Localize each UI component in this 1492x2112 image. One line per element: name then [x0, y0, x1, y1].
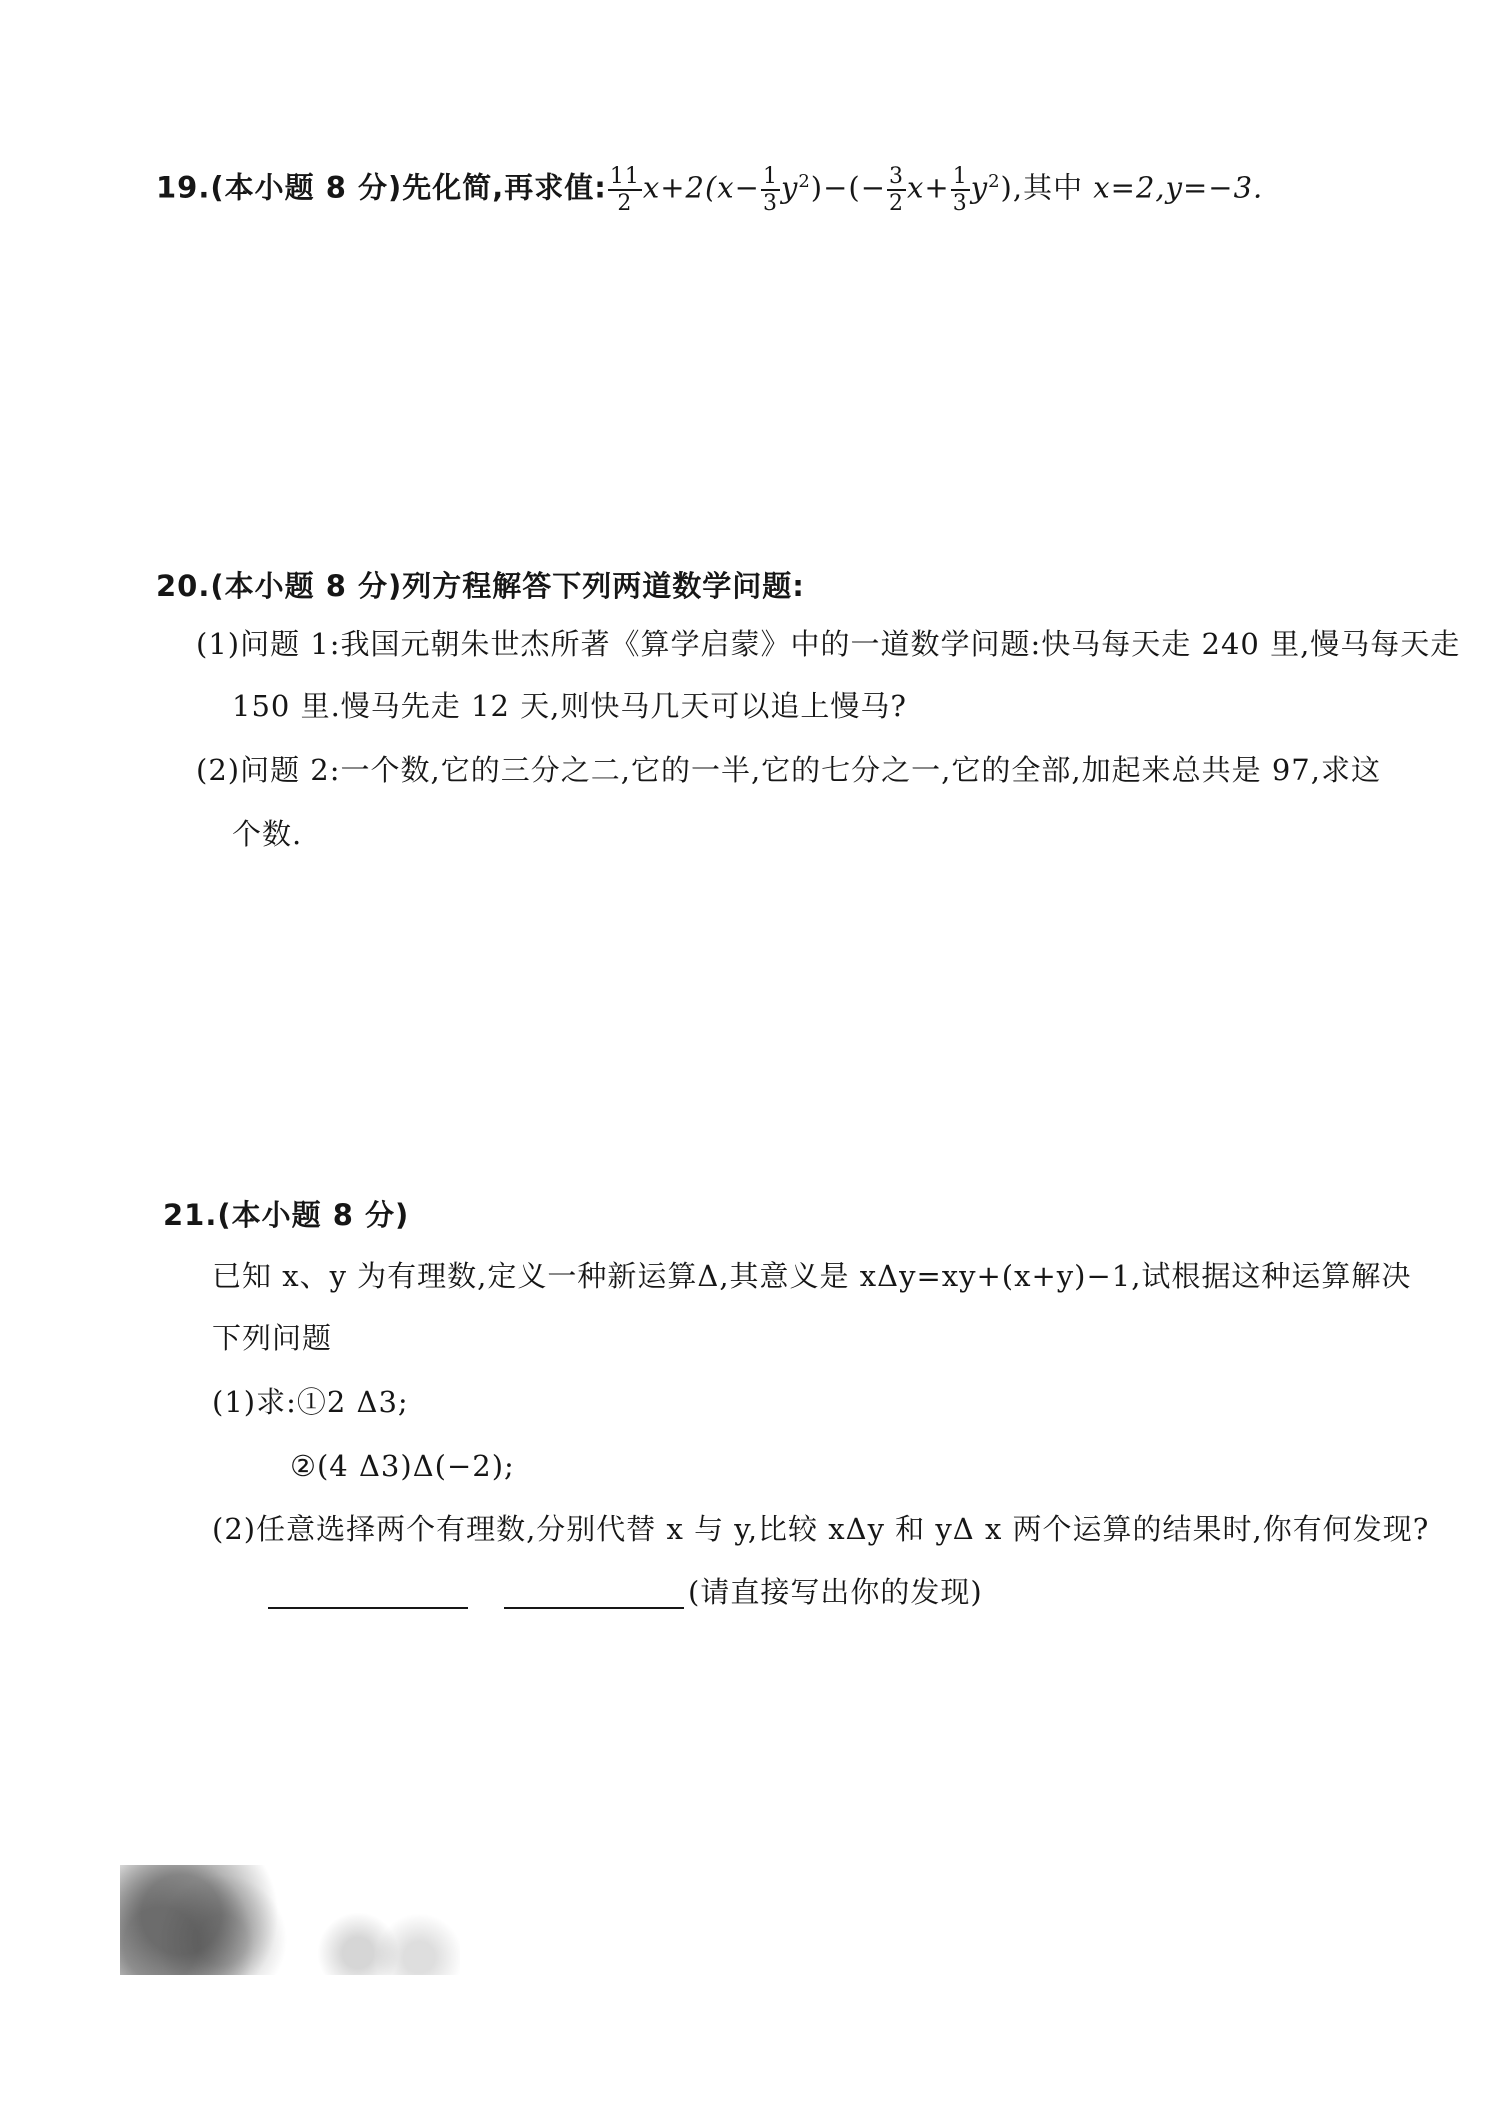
q21-heading: 21.(本小题 8 分): [163, 1198, 410, 1232]
answer-blank-1[interactable]: [268, 1607, 468, 1609]
q19-line: 19.(本小题 8 分)先化简,再求值: $\frac{11}{2}$ x+2(x− $\frac{1}{3}$ $y^2)-(-$ $\frac{3}{2}$ x+ $\frac{1}{3}$ $y^2$),其中 x=2,y=−3.: [156, 163, 1264, 216]
fraction: $\frac{3}{2}$: [889, 163, 905, 216]
q21-part1-a: (1)求:①2 Δ3;: [212, 1385, 409, 1419]
q20-problem1-line1: (1)问题 1:我国元朝朱世杰所著《算学启蒙》中的一道数学问题:快马每天走 240 里,慢马每天走: [196, 627, 1461, 661]
q20-problem2-line2: 个数.: [232, 817, 303, 851]
q21-intro-line1: 已知 x、y 为有理数,定义一种新运算Δ,其意义是 xΔy=xy+(x+y)−1,试根据这种运算解决: [212, 1259, 1412, 1293]
q21-part2: (2)任意选择两个有理数,分别代替 x 与 y,比较 xΔy 和 yΔ x 两个运算的结果时,你有何发现?: [212, 1512, 1430, 1546]
fraction: $\frac{1}{3}$: [952, 163, 968, 216]
q20-problem1-line2: 150 里.慢马先走 12 天,则快马几天可以追上慢马?: [232, 689, 907, 723]
q21-part1-b: ②(4 Δ3)Δ(−2);: [290, 1449, 515, 1483]
q21-intro-line2: 下列问题: [212, 1321, 333, 1355]
q20-problem2-line1: (2)问题 2:一个数,它的三分之二,它的一半,它的七分之一,它的全部,加起来总共是 97,求这: [196, 753, 1381, 787]
scan-smudge: [120, 1865, 460, 1975]
answer-blank-2[interactable]: [504, 1607, 684, 1609]
q20-heading: 20.(本小题 8 分)列方程解答下列两道数学问题:: [156, 569, 805, 603]
q19-condition: x=2,y=−3.: [1093, 170, 1264, 205]
fraction: $\frac{1}{3}$: [762, 163, 778, 216]
q21-answer-note: (请直接写出你的发现): [688, 1575, 983, 1609]
fraction: $\frac{11}{2}$: [609, 163, 640, 216]
q19-heading: 19.(本小题 8 分)先化简,再求值:: [156, 170, 607, 205]
